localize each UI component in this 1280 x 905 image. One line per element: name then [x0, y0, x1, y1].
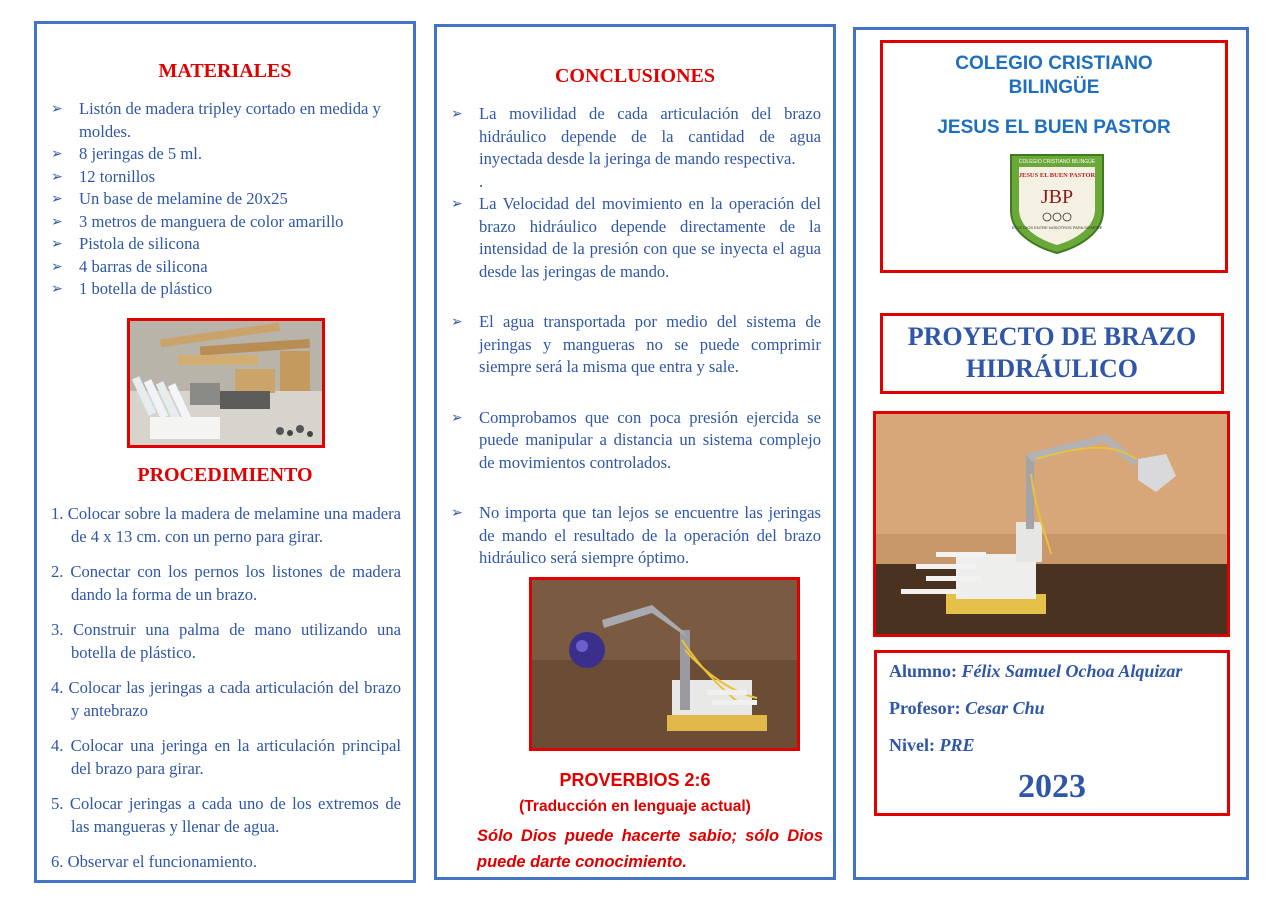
material-item [51, 166, 401, 189]
conclusion-item [451, 407, 821, 475]
teacher-name: Cesar Chu [965, 698, 1045, 718]
stray-dot: . [479, 171, 484, 191]
conclusion-item [451, 502, 821, 570]
bullet-arrow-icon: ➢ [51, 101, 63, 117]
project-title-box [880, 313, 1224, 394]
bullet-arrow-icon: ➢ [51, 213, 63, 230]
bullet-arrow-icon: ➢ [51, 236, 63, 252]
arm-photo-small-image [532, 580, 797, 748]
material-item-text: Listón de madera tripley cortado en medida y moldes. [79, 99, 381, 141]
school-box [880, 40, 1228, 273]
material-item [51, 233, 401, 256]
school-crest [1007, 151, 1107, 255]
material-item [51, 211, 401, 234]
materials-heading: MATERIALES [158, 60, 292, 82]
arm-photo-small [529, 577, 800, 751]
bullet-arrow-icon: ➢ [451, 196, 463, 212]
materials-photo [127, 318, 325, 448]
conclusion-item-text: El agua transportada por medio del sistema de jeringas y mangueras no se puede comprimir siempre será la misma que entra y sale. [479, 312, 821, 376]
crest-arc-text: JESUS EL BUEN PASTOR [1018, 172, 1096, 179]
arm-photo-large-image [876, 414, 1227, 634]
conclusions-list [451, 103, 821, 570]
materials-list [51, 98, 401, 301]
crest-motto: ESTE DIOS ENTRE NOSOTROS PARA SIEMPRE [1011, 225, 1103, 230]
bullet-arrow-icon: ➢ [51, 281, 63, 297]
bullet-arrow-icon: ➢ [451, 505, 463, 521]
arm-photo-large [873, 411, 1230, 637]
conclusion-item-text: No importa que tan lejos se encuentre las jeringas de mando el resultado de la operación del brazo hidráulico será siempre óptimo. [479, 503, 821, 567]
middle-panel [434, 24, 836, 880]
level-value: PRE [939, 735, 975, 755]
bullet-arrow-icon: ➢ [51, 168, 63, 185]
school-name-line1: COLEGIO CRISTIANO [955, 53, 1153, 74]
teacher-label: Profesor: [889, 698, 961, 718]
conclusion-item [451, 311, 821, 379]
crest-top-text: COLEGIO CRISTIANO BILINGÜE [1018, 159, 1096, 165]
procedure-step: 3. Construir una palma de mano utilizando una botella de plástico. [51, 620, 401, 662]
conclusions-heading: CONCLUSIONES [554, 65, 716, 87]
procedure-step: 4. Colocar una jeringa en la articulación principal del brazo para girar. [51, 736, 401, 778]
procedure-step: 1. Colocar sobre la madera de melamine una madera de 4 x 13 cm. con un perno para girar. [51, 504, 401, 546]
procedure-step: 4. Colocar las jeringas a cada articulación del brazo y antebrazo [51, 678, 401, 720]
student-line [889, 661, 1182, 682]
bullet-arrow-icon: ➢ [451, 314, 463, 330]
student-name: Félix Samuel Ochoa Alquizar [961, 661, 1183, 681]
year: 2023 [1018, 768, 1086, 805]
material-item [51, 98, 401, 143]
material-item-text: 12 tornillos [79, 166, 156, 186]
school-name-line2: BILINGÜE [1008, 77, 1100, 98]
crest-monogram: JBP [1040, 186, 1074, 208]
material-item-text: 8 jeringas de 5 ml. [79, 144, 203, 163]
material-item [51, 278, 401, 301]
material-item [51, 143, 401, 166]
project-title-line2: HIDRÁULICO [966, 354, 1138, 383]
material-item-text: Pistola de silicona [79, 234, 200, 253]
verse-text: Sólo Dios puede hacerte sabio; sólo Dios puede darte conocimiento. [477, 827, 823, 871]
bullet-arrow-icon: ➢ [51, 146, 63, 162]
bullet-arrow-icon: ➢ [51, 191, 63, 207]
left-panel [34, 21, 416, 883]
procedure-steps [51, 503, 401, 887]
credits-box [874, 650, 1230, 816]
material-item-text: Un base de melamine de 20x25 [79, 189, 288, 208]
teacher-line [889, 698, 1045, 719]
material-item-text: 3 metros de manguera de color amarillo [79, 211, 344, 231]
material-item [51, 188, 401, 211]
verse-reference: PROVERBIOS 2:6 [559, 770, 711, 790]
conclusion-item-text: La Velocidad del movimiento en la operación del brazo hidráulico depende directamente de la intensidad de la presión con que se inyecta el agua desde las jeringas de mando. [479, 194, 821, 281]
conclusion-item-text: Comprobamos que con poca presión ejercida se puede manipular a distancia un sistema complejo de movimientos controlados. [479, 407, 821, 472]
bullet-arrow-icon: ➢ [451, 409, 463, 426]
verse-subtitle: (Traducción en lenguaje actual) [519, 798, 751, 815]
level-line [889, 735, 975, 756]
material-item [51, 256, 401, 279]
bullet-arrow-icon: ➢ [451, 106, 463, 122]
material-item-text: 1 botella de plástico [79, 279, 213, 298]
school-full-name: JESUS EL BUEN PASTOR [937, 117, 1171, 138]
project-title-line1: PROYECTO DE BRAZO [907, 322, 1197, 351]
materials-photo-image [130, 321, 322, 445]
procedure-step: 5. Colocar jeringas a cada uno de los extremos de las mangueras y llenar de agua. [51, 794, 401, 836]
bullet-arrow-icon: ➢ [51, 258, 63, 275]
conclusion-item [451, 193, 821, 283]
level-label: Nivel: [889, 735, 935, 755]
conclusion-item-text: La movilidad de cada articulación del brazo hidráulico depende de la cantidad de agua inyectada desde la jeringa de mando respectiva. [479, 104, 821, 168]
right-panel [853, 27, 1249, 880]
procedure-heading: PROCEDIMIENTO [137, 464, 313, 486]
procedure-step: 6. Observar el funcionamiento. [51, 852, 257, 871]
procedure-step: 2. Conectar con los pernos los listones de madera dando la forma de un brazo. [51, 562, 401, 604]
student-label: Alumno: [889, 661, 958, 681]
conclusion-item [451, 103, 821, 193]
material-item-text: 4 barras de silicona [79, 256, 208, 276]
